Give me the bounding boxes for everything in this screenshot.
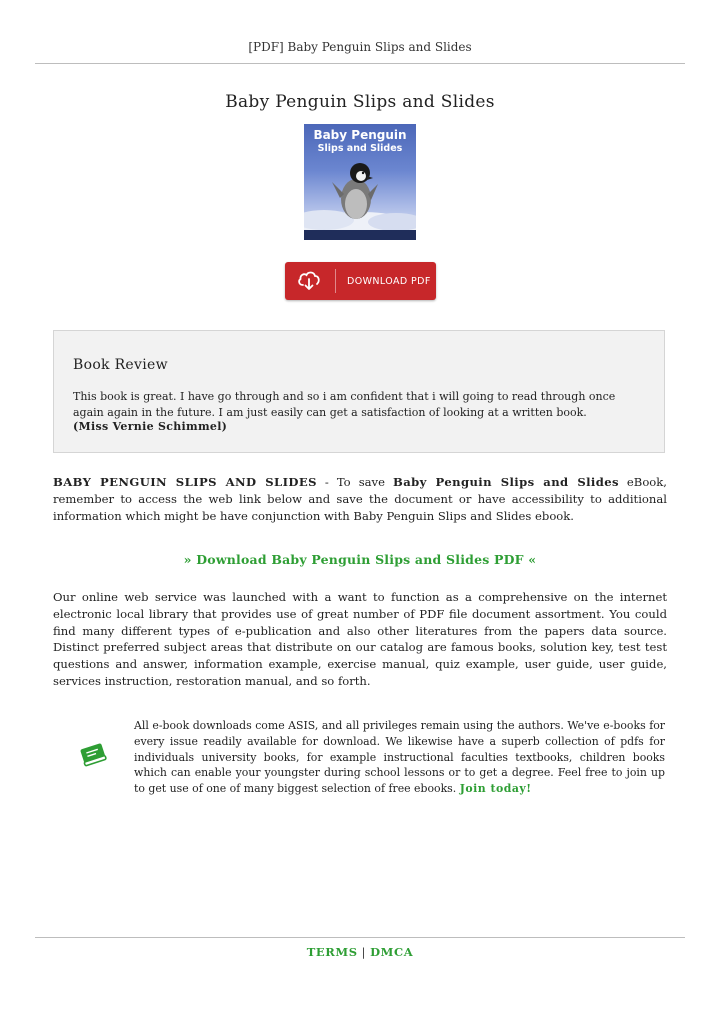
promo-paragraph bbox=[134, 718, 665, 797]
header-title: [PDF] Baby Penguin Slips and Slides bbox=[248, 40, 472, 54]
book-review-box bbox=[53, 330, 665, 453]
join-today-link[interactable]: Join today! bbox=[459, 782, 532, 796]
cover-title-line1: Baby Penguin bbox=[313, 128, 407, 142]
intro-title-bold: Baby Penguin Slips and Slides bbox=[393, 475, 619, 489]
footer-separator: | bbox=[361, 945, 367, 959]
bottom-divider bbox=[35, 937, 685, 938]
book-cover-image bbox=[304, 124, 416, 240]
intro-paragraph bbox=[53, 474, 667, 525]
intro-part2: eBook, remember to access the web link below and save the document or have accessibility to additional information which might be have conjunction with Baby Penguin Slips and Slides ebook. bbox=[53, 475, 667, 523]
review-author: (Miss Vernie Schimmel) bbox=[73, 420, 228, 433]
terms-link[interactable]: TERMS bbox=[306, 945, 358, 959]
button-separator bbox=[335, 269, 336, 293]
download-pdf-label: DOWNLOAD PDF bbox=[347, 275, 431, 287]
page-title: Baby Penguin Slips and Slides bbox=[225, 92, 495, 112]
dmca-link[interactable]: DMCA bbox=[370, 945, 414, 959]
cloud-download-icon bbox=[297, 269, 329, 293]
intro-lead: BABY PENGUIN SLIPS AND SLIDES bbox=[53, 475, 317, 489]
cover-title-line2: Slips and Slides bbox=[317, 143, 403, 154]
penguin-illustration bbox=[304, 124, 416, 240]
cover-bottom-band bbox=[304, 230, 416, 240]
download-pdf-button[interactable] bbox=[285, 262, 436, 300]
promo-text: All e-book downloads come ASIS, and all privileges remain using the authors. We've e-books for every issue readily available for download. We likewise have a superb collection of pdfs for individuals university books, for example instructional faculties textbooks, children books which can enable your youngster during school lessons or to get a degree. Feel free to join up to get use of one of many biggest selection of free ebooks. bbox=[134, 719, 665, 796]
footer bbox=[0, 945, 720, 959]
review-heading: Book Review bbox=[73, 357, 168, 373]
intro-part1: - To save bbox=[316, 475, 393, 489]
description-paragraph: Our online web service was launched with a want to function as a comprehensive on the internet electronic local library that provides use of great number of PDF file document assortment. You could find many different types of e-publication and also other literatures from the papers data source. Distinct preferred subject areas that distribute on our catalog are famous books, solution key, test test questions and answer, information example, exercise manual, quiz example, user guide, user guide, services instruction, restoration manual, and so forth. bbox=[53, 590, 667, 688]
download-pdf-link[interactable]: » Download Baby Penguin Slips and Slides PDF « bbox=[183, 552, 537, 567]
top-divider bbox=[35, 63, 685, 64]
book-icon bbox=[77, 738, 109, 770]
review-text: This book is great. I have go through and so i am confident that i will going to read through once again again in the future. I am just easily can get a satisfaction of looking at a written book. bbox=[73, 390, 616, 419]
